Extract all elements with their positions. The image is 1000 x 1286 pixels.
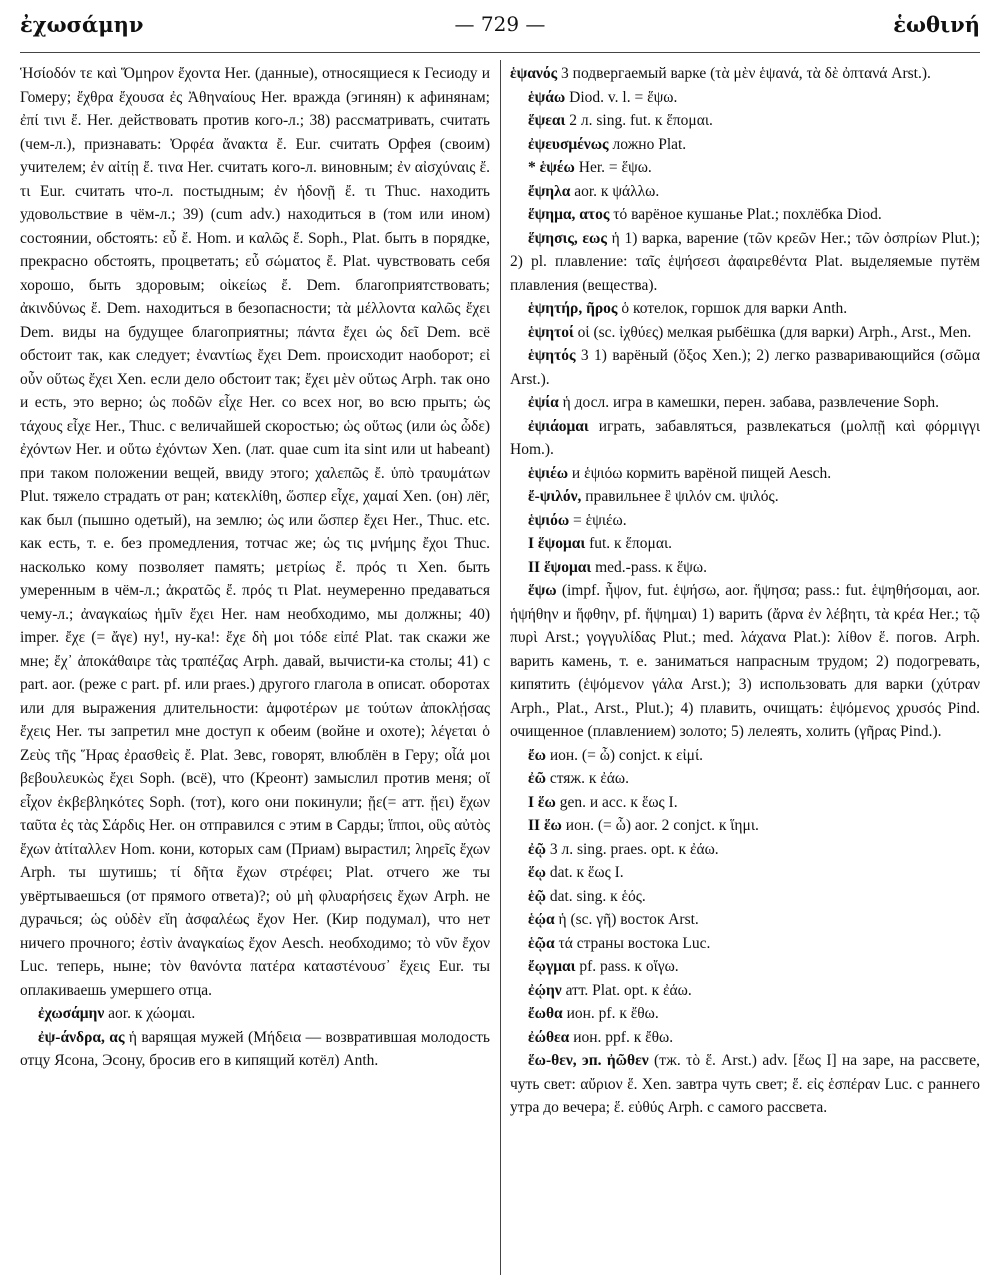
entry-text: ион. (= ὧ) aor. 2 conjct. к ἵημι. — [565, 817, 759, 834]
headword: ἔῳγμαι — [528, 958, 576, 975]
headword: ἑψιέω — [528, 464, 569, 482]
entry-text: = ἑψιέω. — [573, 511, 627, 529]
dictionary-entry — [510, 885, 980, 909]
dictionary-entry — [510, 955, 980, 979]
headword: ἕψησις, εως — [528, 229, 607, 247]
dictionary-entry — [510, 415, 980, 462]
headword: ἕψω — [528, 582, 557, 599]
entry-text: dat. к ἕως I. — [549, 864, 624, 881]
headword: ἑψιόω — [528, 511, 570, 529]
headword: ἑψητήρ, ῆρος — [528, 300, 618, 317]
headword: ἕῳ — [528, 864, 546, 881]
dictionary-entry — [510, 1049, 980, 1120]
entry-text: gen. и acc. к ἕως I. — [559, 793, 678, 811]
running-head-right: ἑωθινή — [893, 12, 980, 37]
entry-text: med.-pass. к ἕψω. — [595, 558, 707, 576]
headword: I ἕψομαι — [528, 535, 586, 552]
entry-text: Her. = ἕψω. — [578, 159, 652, 176]
dictionary-entry — [510, 908, 980, 932]
entry-text: ἡ досл. игра в камешки, перен. забава, развлечение Soph. — [562, 394, 939, 411]
entry-text: (impf. ἧψον, fut. ἑψήσω, aor. ἥψησα; pass.: fut. ἑψηθήσομαι, aor. ἡψήθην и ἥφθην, pf. ἥψημαι) 1) варить (ἄρνα ἐν λέβητι, τὰ κρέα Her.; τῷ πυρὶ Arst.; γογγυλίδας Plut.; med. λάχανα Plat.): λίθον ἕ. погов. Arph. варить камень, т. е. заниматься напрасным трудом; 2) подогревать, кипятить (ἑψόμενον γάλα Arst.); 3) использовать для варки (χύτραν Arph., Plat., Arst., Plut.); 4) плавить, очищать: ἑψόμενος χρυσός Pind. очищенное (плавлением) золото; 5) лелеять, холить (γῆρας Pind.). — [510, 582, 981, 740]
dictionary-entry — [510, 861, 980, 885]
headword: II ἕψομαι — [528, 558, 592, 576]
dictionary-entry — [510, 556, 980, 580]
dictionary-entry — [510, 297, 980, 321]
dictionary-entry — [510, 579, 980, 744]
headword: ἔω — [528, 746, 546, 764]
headword: ἑψανός — [510, 65, 558, 82]
dictionary-entry — [510, 180, 980, 204]
entry-text: fut. к ἕπομαι. — [589, 535, 672, 552]
entry-text: οἱ (sc. ἰχθύες) мелкая рыбёшка (для варки) Arph., Arst., Men. — [577, 323, 972, 341]
entry-text: ἡ (sc. γῆ) восток Arst. — [558, 911, 699, 928]
entry-text: стяж. к ἐάω. — [549, 770, 629, 787]
dictionary-entry — [510, 932, 980, 956]
headword: ἐῷ — [528, 840, 546, 858]
entry-text: 2 л. sing. fut. к ἕπομαι. — [569, 112, 713, 129]
headword: ἔψηλα — [528, 182, 571, 200]
headword: ἑψάω — [528, 88, 566, 106]
running-head-left: ἐχωσάμην — [20, 12, 144, 37]
dictionary-entry — [510, 133, 980, 157]
dictionary-entry — [510, 391, 980, 415]
entry-text: ἡ 1) варка, варение (τῶν κρεῶν Her.; τῶν ὀσπρίων Plut.); 2) pl. плавление: ταῖς ἑψήσεσι ἀφαιρεθέντα Plat. выделяемые путём плавления (вещества). — [510, 229, 981, 294]
dictionary-entry — [510, 109, 980, 133]
dictionary-entry — [20, 1026, 490, 1073]
headword: I ἕω — [528, 793, 556, 811]
headword: ἔ-ψιλόν, — [528, 488, 582, 505]
page-header — [0, 12, 1000, 42]
dictionary-entry — [510, 203, 980, 227]
headword: ἑῷα — [528, 934, 555, 952]
entry-text: Ἡσίοδόν τε καὶ Ὅμηρον ἔχοντα Her. (данные), относящиеся к Гесиоду и Гомеру; ἔχθρα ἔχουσα ἐς Ἀθηναίους Her. вражда (эгинян) к афинянам; ἐπί τινι ἔ. Her. действовать против кого-л.; 38) рассматривать, считать (чем-л.), признавать: Ὀρφέα ἄνακτα ἔ. Eur. считать Орфея (своим) учителем; ἐν αἰτίῃ ἔ. τινα Her. считать кого-л. виновным; ἐν αἰσχύναις ἔ. τι Eur. считать что-л. постыдным; ἐν ἡδονῇ ἔ. τι Thuc. находить удовольствие в чём-л.; 39) (cum adv.) находиться в (том или ином) состоянии, обстоять: εὖ ἔ. Hom. и καλῶς ἔ. Soph., Plat. быть в порядке, прекрасно обстоять, процветать; εὖ σώματος ἔ. Plat. чувствовать себя хорошо, быть здоровым; οἰκείως ἔ. Dem. благоприятствовать; ἀκινδύνως ἔ. Dem. находиться в безопасности; τὰ μέλλοντα καλῶς ἔχει Dem. виды на будущее благоприятны; πάντα ἔχει ὡς δεῖ Dem. всё обстоит так, как следует; ἐναντίως ἔχει Dem. происходит наоборот; εἰ οὖν οὕτως ἔχει Xen. если дело обстоит так; ἔχει μὲν οὕτως Arph. так оно и есть, это верно; ὡς ποδῶν εἶχε Her. со всех ног, во всю прыть; ὡς τάχους εἶχε Her., Thuc. с величайшей скоростью; ὡς οὕτως (или ὡς ὧδε) ἐχόντων Her. и οὕτω ἐχόντων Xen. (лат. quae cum ita sint или ut habeant) при таком положении вещей, ввиду этого; χαλεπῶς ἔ. ὑπὸ τραυμάτων Plut. тяжело страдать от ран; κατεκλίθη, ὥσπερ εἶχε, χαμαί Xen. (он) лёг, как был (пышно одетый), на землю; ὡς или ὥσπερ ἔχει Her., Thuc. etc. как есть, т. е. без промедления, тотчас же; ὡς τις μνήμης ἔχοι Thuc. насколько кому позволяет память; μετρίως ἔ. πρός τι Xen. быть умеренным в чём-л.; ἀκρατῶς ἔ. πρός τι Plat. неумеренно предаваться чему-л.; ἀναγκαίως ἡμῖν ἔχει Her. нам необходимо, мы должны; 40) imper. ἔχε (= ἄγε) ну!, ну-ка!: ἔχε δὴ μοι τόδε εἰπέ Plat. так скажи же мне; ἔχ᾽ ἀποκάθαιρε τὰς τραπέζας Arph. давай, вычисти-ка столы; 41) с part. aor. (реже с part. pf. или praes.) другого глагола в описат. оборотах или для выражения длительности: ἀμφοτέρων με τούτων ἀποκλῄσας ἔχεις Her. ты запретил мне доступ к обеим (войне и охоте); λέγεται ὁ Ζεὺς τῆς Ἥρας ἐρασθεὶς ἔ. Plat. Зевс, говорят, влюблён в Геру; οἷά μοι βεβουλευκὼς ἔχει Soph. (всё), что (Креонт) замыслил против меня; οἵ εἶχον ἐκβεβληκότες Soph. (тот), кого они покинули; ᾔε(= атт. ᾔει) ἔχων ταῦτα ἐς τὰς Σάρδις Her. он отправился с этим в Сарды; ἵπποι, οὓς αὐτὸς ἔχων ἀτίταλλεν Hom. кони, которых сам (Приам) вырастил; ληρεῖς ἔχων Arph. ты шутишь; τί δῆτα ἔχων στρέφει; Plat. отчего же ты увёртываешься (от прямого ответа)?; οὐ μὴ φλυαρήσεις ἔχων Arph. не дурачься; ὡς οὐδὲν εἴη ἀσφαλέως ἔχον Her. (Кир подумал), что нет ничего прочного; ἐστὶν ἀναγκαίως ἔχον Aesch. необходимо; τὸ νῦν ἔχον Luc. теперь, ныне; τὸν θανόντα πατέρα καταστένουσ᾽ ἔχεις Eur. ты оплакиваешь умершего отца. — [20, 65, 490, 999]
entry-text: 3 подвергаемый варке (τὰ μὲν ἑψανά, τὰ δὲ ὀπτανά Arst.). — [561, 65, 931, 82]
entry-text: ион. (= ὦ) conjct. к εἰμί. — [549, 746, 703, 764]
headword: ἐῴην — [528, 981, 562, 999]
entry-text: и ἑψιόω кормить варёной пищей Aesch. — [571, 464, 832, 482]
headword: ἐψία — [528, 394, 559, 411]
dictionary-entry — [510, 744, 980, 768]
headword: ἕψεαι — [528, 112, 566, 129]
dictionary-entry — [510, 791, 980, 815]
headword: ἐώθεα — [528, 1028, 570, 1046]
entry-text: Diod. v. l. = ἕψω. — [569, 88, 678, 106]
dictionary-entry — [510, 321, 980, 345]
entry-text: ион. ppf. к ἔθω. — [573, 1028, 674, 1046]
entry-text: τό варёное кушанье Plat.; похлёбка Diod. — [613, 206, 882, 223]
dictionary-entry — [510, 62, 980, 86]
entry-text: 3 л. sing. praes. opt. к ἐάω. — [549, 840, 719, 858]
headword: ἕψημα, ατος — [528, 206, 610, 223]
dictionary-entry — [510, 485, 980, 509]
headword: ἐχωσάμην — [38, 1005, 105, 1022]
dictionary-entry — [510, 979, 980, 1003]
entry-text: играть, забавляться, развлекаться (μολπῇ καὶ φόρμιγγι Hom.). — [510, 417, 981, 458]
right-column — [510, 62, 980, 1120]
headword: ἕω-θεν, эп. ἠῶθεν — [528, 1052, 649, 1069]
dictionary-entry — [510, 86, 980, 110]
headword: ἐψιάομαι — [528, 417, 589, 435]
headword: ἑῷ — [528, 887, 546, 905]
dictionary-entry — [510, 462, 980, 486]
page-number: — 729 — — [454, 12, 546, 36]
entry-text: aor. к ψάλλω. — [574, 182, 660, 200]
entry-text: ὁ котелок, горшок для варки Anth. — [621, 300, 848, 317]
entry-text: pf. pass. к οἴγω. — [579, 958, 679, 975]
header-rule — [20, 52, 980, 53]
headword: ἐῶ — [528, 770, 546, 787]
dictionary-entry — [510, 1026, 980, 1050]
headword: ἑψητός — [528, 347, 576, 364]
headword: II ἕω — [528, 817, 562, 834]
dictionary-entry — [510, 814, 980, 838]
entry-text: dat. sing. к ἑός. — [549, 887, 646, 905]
entry-text: правильнее ἒ ψιλόν см. ψιλός. — [585, 488, 779, 505]
entry-text: (тж. τὸ ἕ. Arst.) adv. [ἕως I] на заре, на рассвете, чуть свет: αὔριον ἕ. Xen. завтра чуть свет; ἕ. εἰς ἑσπέραν Luc. с раннего утра до вечера; ἕ. εὐθύς Arph. с самого рассвета. — [510, 1052, 981, 1116]
headword: ἔωθα — [528, 1005, 563, 1022]
entry-text: ἡ варящая мужей (Μήδεια — возвратившая молодость отцу Ясона, Эсону, бросив его в кипящий котёл) Anth. — [20, 1028, 490, 1069]
entry-text: aor. к χώομαι. — [108, 1005, 196, 1022]
dictionary-entry — [510, 156, 980, 180]
column-divider — [500, 60, 501, 1275]
dictionary-entry — [510, 767, 980, 791]
entry-text: 3 1) варёный (ὄξος Xen.); 2) легко разваривающийся (σῶμα Arst.). — [510, 347, 981, 388]
headword: ἐψευσμένως — [528, 135, 609, 153]
dictionary-entry — [20, 62, 490, 1002]
dictionary-entry — [510, 344, 980, 391]
entry-text: атт. Plat. opt. к ἐάω. — [565, 981, 692, 999]
dictionary-entry — [510, 227, 980, 298]
headword: ἐψ-άνδρα, ας — [38, 1028, 125, 1046]
entry-text: ложно Plat. — [612, 135, 687, 153]
entry-text: τά страны востока Luc. — [558, 934, 711, 952]
headword: ἑψητοί — [528, 323, 574, 341]
dictionary-entry — [510, 838, 980, 862]
dictionary-entry — [510, 1002, 980, 1026]
dictionary-entry — [20, 1002, 490, 1026]
headword: ἑῴα — [528, 911, 555, 928]
headword: * ἑψέω — [528, 159, 575, 176]
dictionary-entry — [510, 532, 980, 556]
dictionary-entry — [510, 509, 980, 533]
left-column — [20, 62, 490, 1073]
entry-text: ион. pf. к ἔθω. — [566, 1005, 659, 1022]
